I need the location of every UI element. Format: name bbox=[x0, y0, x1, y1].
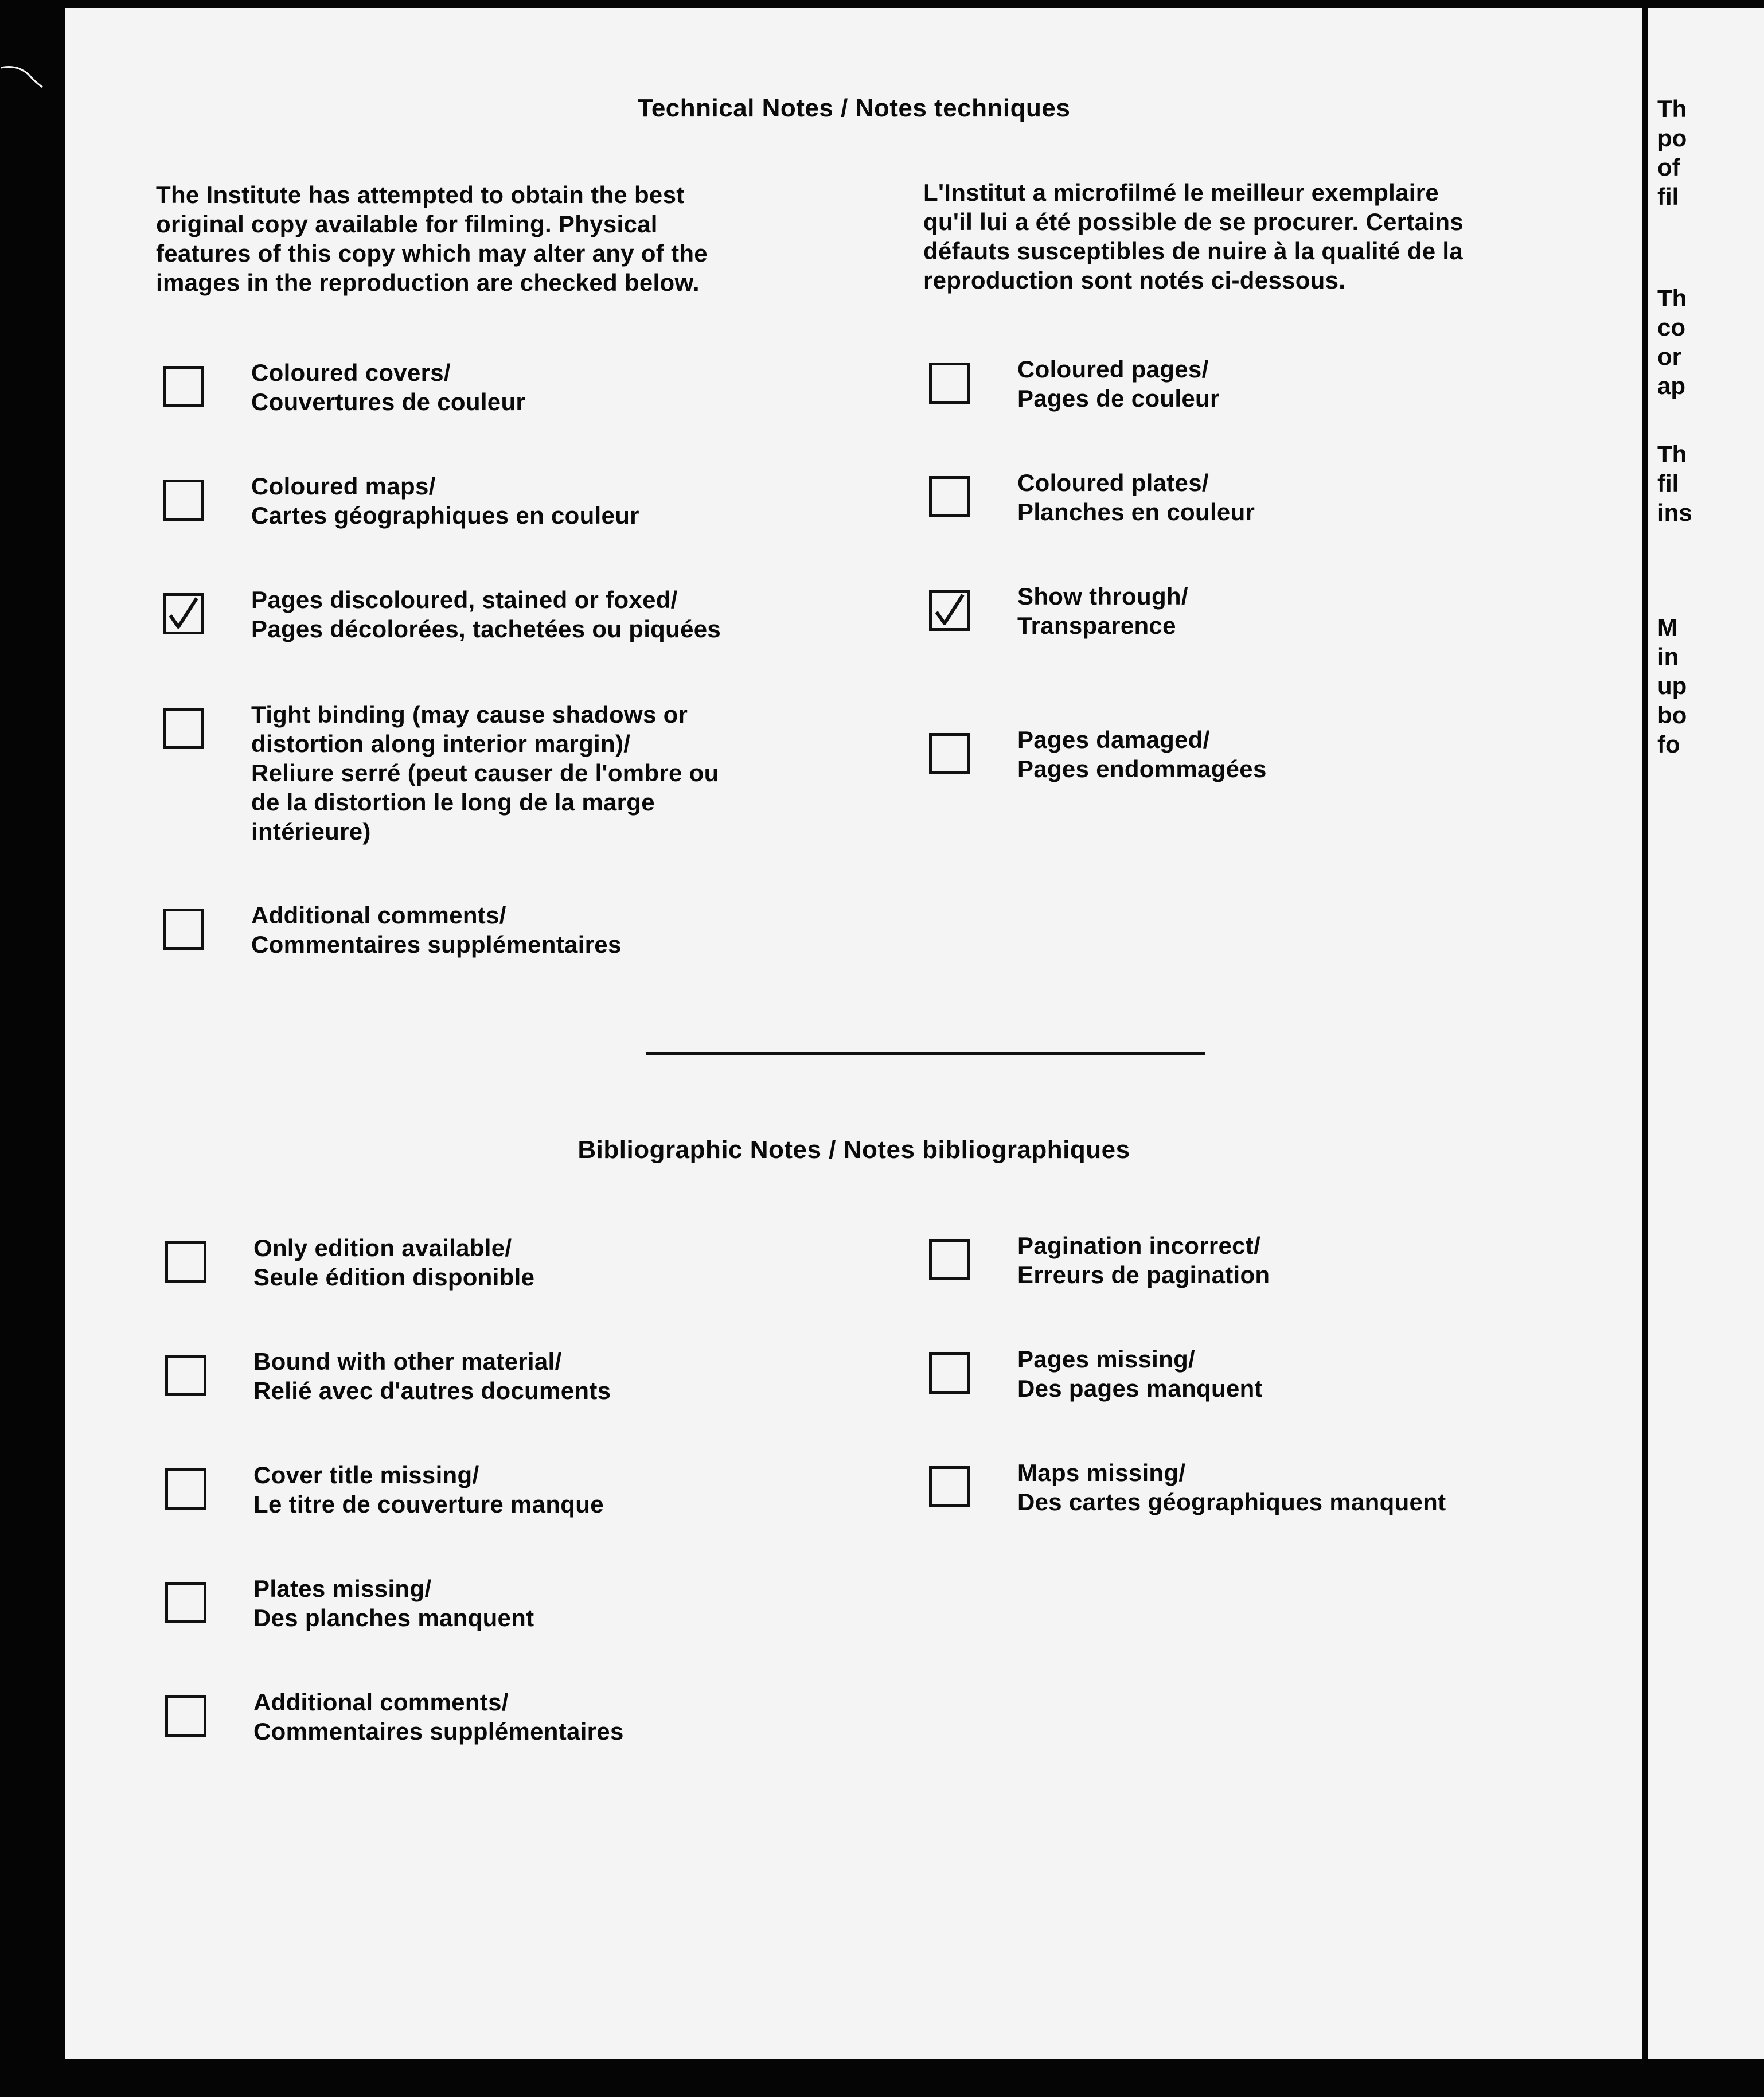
pages-missing-checkbox[interactable] bbox=[929, 1352, 970, 1394]
pages-damaged-label bbox=[1017, 725, 1267, 784]
fragment-line: M bbox=[1657, 614, 1677, 641]
intro-english bbox=[156, 180, 708, 297]
label-line: distortion along interior margin)/ bbox=[251, 730, 631, 757]
technical-notes-heading: Technical Notes / Notes techniques bbox=[637, 94, 1071, 122]
label-line: intérieure) bbox=[251, 818, 371, 845]
fragment-line: bo bbox=[1657, 701, 1687, 728]
intro-english-line: features of this copy which may alter any of the bbox=[156, 240, 708, 267]
label-line: Show through/ bbox=[1017, 583, 1188, 610]
label-line: de la distortion le long de la marge bbox=[251, 789, 655, 816]
label-line: Commentaires supplémentaires bbox=[253, 1718, 624, 1745]
plates-missing-label bbox=[253, 1574, 534, 1632]
fragment-line: up bbox=[1657, 672, 1687, 699]
label-line: Pagination incorrect/ bbox=[1017, 1232, 1261, 1259]
label-line: Coloured covers/ bbox=[251, 359, 451, 386]
coloured-covers-label bbox=[251, 358, 525, 416]
label-line: Des cartes géographiques manquent bbox=[1017, 1488, 1446, 1515]
maps-missing-label bbox=[1017, 1458, 1446, 1517]
label-line: Pages discoloured, stained or foxed/ bbox=[251, 586, 678, 613]
label-line: Maps missing/ bbox=[1017, 1459, 1186, 1486]
label-line: Des planches manquent bbox=[253, 1604, 534, 1631]
intro-english-line: original copy available for filming. Physical bbox=[156, 211, 658, 237]
label-line: Pages missing/ bbox=[1017, 1346, 1195, 1373]
additional-comments-checkbox[interactable] bbox=[163, 909, 204, 950]
intro-english-line: The Institute has attempted to obtain the best bbox=[156, 181, 685, 208]
label-line: Coloured plates/ bbox=[1017, 469, 1209, 496]
bibliographic-notes-heading: Bibliographic Notes / Notes bibliographiques bbox=[577, 1136, 1130, 1164]
cover-title-missing-label bbox=[253, 1460, 604, 1519]
label-line: Coloured maps/ bbox=[251, 473, 436, 500]
additional-comments-label bbox=[251, 901, 622, 959]
tight-binding-checkbox[interactable] bbox=[163, 708, 204, 749]
pages-missing-label bbox=[1017, 1344, 1263, 1403]
only-edition-checkbox[interactable] bbox=[165, 1241, 206, 1283]
fragment-block bbox=[1657, 613, 1687, 759]
plates-missing-checkbox[interactable] bbox=[165, 1582, 206, 1623]
label-line: Pages damaged/ bbox=[1017, 726, 1210, 753]
adjacent-page-fragment bbox=[1648, 8, 1764, 2059]
fragment-line: ins bbox=[1657, 499, 1692, 526]
fragment-block bbox=[1657, 94, 1687, 211]
label-line: Cover title missing/ bbox=[253, 1461, 479, 1488]
scan-artifact-mark bbox=[0, 57, 46, 92]
fragment-block bbox=[1657, 439, 1692, 527]
coloured-plates-label bbox=[1017, 468, 1255, 527]
label-line: Tight binding (may cause shadows or bbox=[251, 701, 688, 728]
checkmark-icon bbox=[166, 596, 201, 632]
coloured-maps-label bbox=[251, 471, 639, 530]
label-line: Couvertures de couleur bbox=[251, 388, 526, 415]
show-through-label bbox=[1017, 582, 1188, 640]
label-line: Plates missing/ bbox=[253, 1575, 432, 1602]
label-line: Relié avec d'autres documents bbox=[253, 1377, 611, 1404]
coloured-maps-checkbox[interactable] bbox=[163, 480, 204, 521]
label-line: Cartes géographiques en couleur bbox=[251, 502, 639, 529]
label-line: Coloured pages/ bbox=[1017, 356, 1209, 383]
label-line: Erreurs de pagination bbox=[1017, 1261, 1270, 1288]
maps-missing-checkbox[interactable] bbox=[929, 1466, 970, 1507]
only-edition-label bbox=[253, 1233, 534, 1292]
label-line: Only edition available/ bbox=[253, 1234, 512, 1261]
label-line: Pages endommagées bbox=[1017, 755, 1267, 782]
pagination-incorrect-label bbox=[1017, 1231, 1270, 1289]
bound-with-other-label bbox=[253, 1347, 611, 1405]
fragment-line: or bbox=[1657, 343, 1681, 370]
intro-french-line: L'Institut a microfilmé le meilleur exemplaire bbox=[923, 179, 1439, 206]
intro-french bbox=[923, 178, 1464, 295]
pages-damaged-checkbox[interactable] bbox=[929, 733, 970, 774]
coloured-covers-checkbox[interactable] bbox=[163, 366, 204, 407]
intro-french-line: qu'il lui a été possible de se procurer. Certains bbox=[923, 208, 1464, 235]
fragment-line: in bbox=[1657, 643, 1679, 670]
coloured-pages-checkbox[interactable] bbox=[929, 363, 970, 404]
label-line: Commentaires supplémentaires bbox=[251, 931, 622, 958]
additional-comments-bib-checkbox[interactable] bbox=[165, 1695, 206, 1737]
cover-title-missing-checkbox[interactable] bbox=[165, 1468, 206, 1510]
intro-french-line: reproduction sont notés ci-dessous. bbox=[923, 267, 1346, 294]
fragment-line: of bbox=[1657, 154, 1680, 181]
fragment-line: ap bbox=[1657, 372, 1686, 399]
label-line: Reliure serré (peut causer de l'ombre ou bbox=[251, 759, 719, 786]
coloured-plates-checkbox[interactable] bbox=[929, 476, 970, 517]
show-through-checkbox[interactable] bbox=[929, 590, 970, 631]
intro-english-line: images in the reproduction are checked below. bbox=[156, 269, 700, 296]
label-line: Additional comments/ bbox=[253, 1689, 509, 1716]
fragment-line: co bbox=[1657, 314, 1686, 341]
label-line: Des pages manquent bbox=[1017, 1375, 1263, 1402]
label-line: Additional comments/ bbox=[251, 902, 506, 929]
fragment-line: fil bbox=[1657, 183, 1679, 210]
pages-discoloured-checkbox[interactable] bbox=[163, 593, 204, 634]
intro-french-line: défauts susceptibles de nuire à la qualité de la bbox=[923, 237, 1464, 264]
tight-binding-label bbox=[251, 700, 719, 846]
label-line: Transparence bbox=[1017, 612, 1176, 639]
additional-comments-bib-label bbox=[253, 1687, 624, 1746]
bound-with-other-checkbox[interactable] bbox=[165, 1355, 206, 1396]
fragment-line: Th bbox=[1657, 284, 1687, 311]
label-line: Le titre de couverture manque bbox=[253, 1491, 604, 1518]
pagination-incorrect-checkbox[interactable] bbox=[929, 1239, 970, 1280]
fragment-line: Th bbox=[1657, 95, 1687, 122]
label-line: Planches en couleur bbox=[1017, 498, 1255, 525]
checkmark-icon bbox=[932, 593, 967, 628]
fragment-block bbox=[1657, 283, 1687, 400]
label-line: Seule édition disponible bbox=[253, 1264, 535, 1291]
label-line: Pages décolorées, tachetées ou piquées bbox=[251, 615, 721, 642]
label-line: Bound with other material/ bbox=[253, 1348, 562, 1375]
fragment-line: po bbox=[1657, 124, 1687, 151]
label-line: Pages de couleur bbox=[1017, 385, 1220, 412]
pages-discoloured-label bbox=[251, 585, 721, 644]
technical-notes-page bbox=[65, 8, 1642, 2059]
section-divider bbox=[646, 1052, 1205, 1055]
fragment-line: fo bbox=[1657, 731, 1680, 758]
fragment-line: Th bbox=[1657, 441, 1687, 467]
fragment-line: fil bbox=[1657, 470, 1679, 497]
coloured-pages-label bbox=[1017, 354, 1220, 413]
